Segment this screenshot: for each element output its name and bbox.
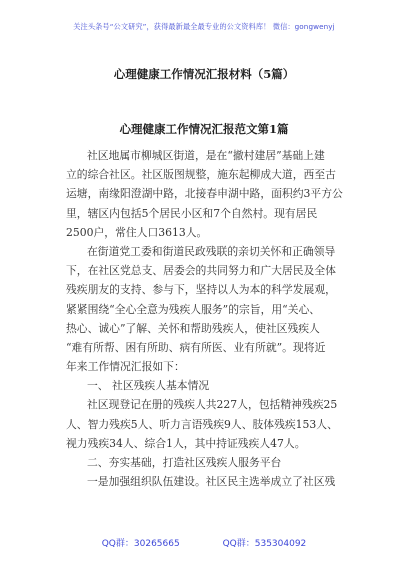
paragraph-line: 社区地属市柳城区街道，是在“撤村建居”基础上建	[87, 149, 325, 162]
paragraph-line: 里，辖区内包括5个居民小区和7个自然村。现有居民	[66, 206, 318, 220]
paragraph-line: 立的综合社区。社区版图规整，施东起柳成大道，西至古	[66, 168, 336, 182]
paragraph-line: “难有所帮、困有所助、病有所医、业有所就”。现将近	[66, 340, 326, 354]
paragraph-line: 社区现登记在册的残疾人共227人，包括精神残疾25	[87, 398, 338, 412]
qq-group-2: QQ群：535304092	[222, 539, 307, 549]
paragraph-line: 年来工作情况汇报如下：	[66, 360, 185, 374]
paragraph-line: 2500户，常住人口3613人。	[66, 225, 208, 239]
document-title: 心理健康工作情况汇报材料（5篇）	[113, 67, 295, 81]
paragraph-line: 在街道党工委和街道民政残联的亲切关怀和正确领导	[87, 244, 336, 258]
section-title: 心理健康工作情况汇报范文第1篇	[119, 122, 289, 136]
header-promo-note: 关注头条号“公文研究”，获得最新最全最专业的公文资料库！ 微信：gongwenyj	[73, 22, 335, 31]
qq-group-1: QQ群：30265665	[101, 539, 180, 549]
paragraph-line: 残疾朋友的支持、参与下，坚持以人为本的科学发展观，	[66, 283, 336, 297]
paragraph-line: 运塘，南缘阳澄湖中路，北接春申湖中路，面积约3平方公	[66, 187, 343, 201]
subheading-line: 一、 社区残疾人基本情况	[87, 379, 210, 393]
subheading-line: 二、夯实基础，打造社区残疾人服务平台	[87, 456, 282, 469]
paragraph-line: 热心、诚心”了解、关怀和帮助残疾人，使社区残疾人	[66, 321, 320, 335]
footer-qq-groups	[0, 536, 408, 549]
paragraph-line: 人、智力残疾5人、听力言语残疾9人、肢体残疾153人、	[66, 417, 338, 431]
paragraph-line: 视力残疾34人、综合1人，其中持证残疾人47人。	[66, 436, 306, 450]
paragraph-line: 下，在社区党总支、居委会的共同努力和广大居民及全体	[66, 264, 336, 278]
paragraph-line: 紧紧围绕“全心全意为残疾人服务”的宗旨，用“关心、	[66, 302, 321, 316]
paragraph-line: 一是加强组织队伍建设。社区民主选举成立了社区残	[87, 475, 336, 489]
body-text	[66, 146, 351, 491]
